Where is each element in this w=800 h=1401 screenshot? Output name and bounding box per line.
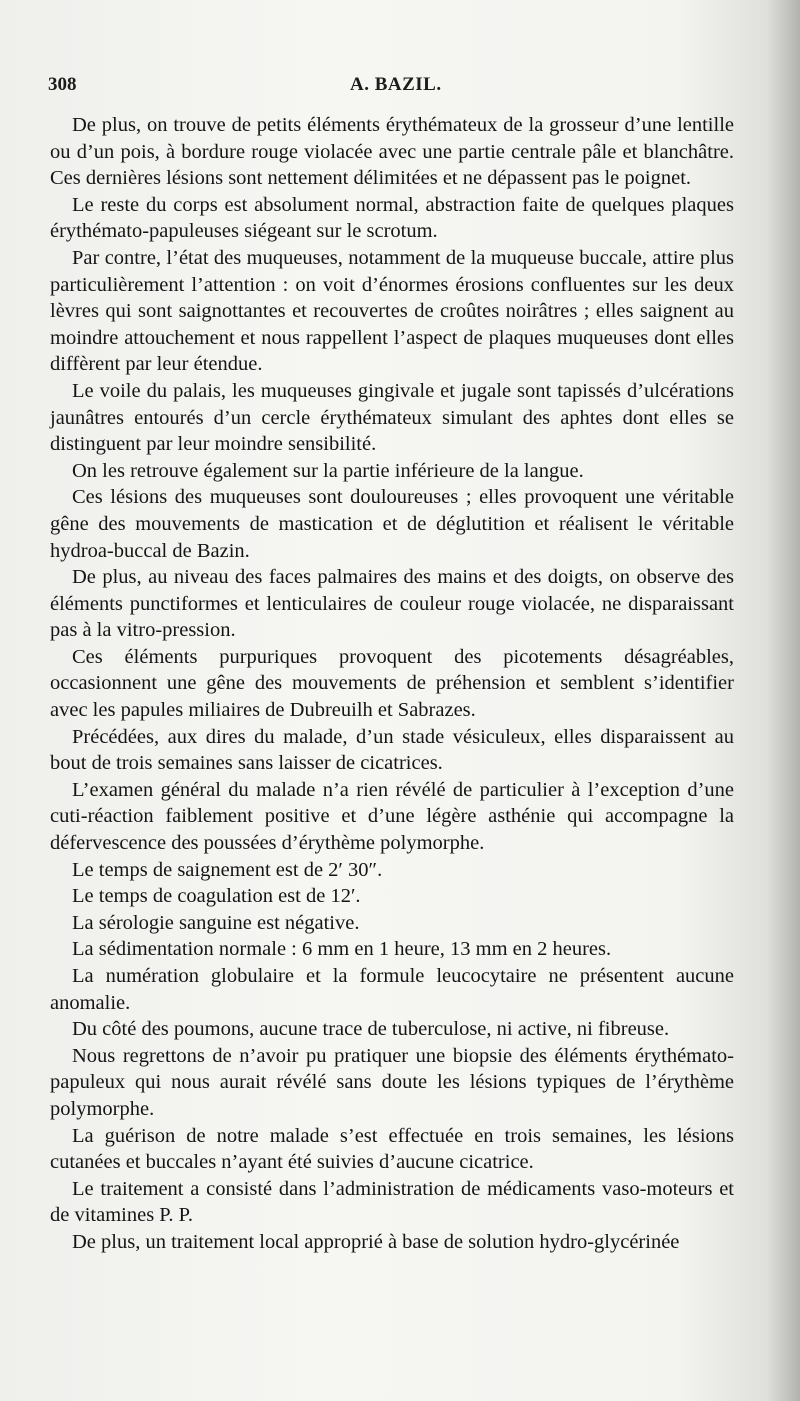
paragraph: De plus, au niveau des faces palmaires des mains et des doigts, on observe des éléments punctiformes et lenticulaires de couleur rouge violacée, ne disparaissant pas à la vitro-pression. xyxy=(50,566,734,642)
paragraph: Le temps de coagulation est de 12′. xyxy=(72,885,361,908)
paragraph: Du côté des poumons, aucune trace de tuberculose, ni active, ni fibreuse. xyxy=(72,1018,670,1041)
paragraph: La sérologie sanguine est négative. xyxy=(72,911,360,934)
paragraph: De plus, un traitement local approprié à base de solution hydro-glycérinée xyxy=(72,1230,680,1253)
paragraph: La guérison de notre malade s’est effectuée en trois semaines, les lésions cutanées et buccales n’ayant été suivies d’aucune cicatrice. xyxy=(50,1124,734,1174)
paragraph: Précédées, aux dires du malade, d’un stade vésiculeux, elles disparaissent au bout de trois semaines sans laisser de cicatrices. xyxy=(50,725,734,775)
page-header xyxy=(48,66,738,100)
paragraph: Ces lésions des muqueuses sont douloureuses ; elles provoquent une véritable gêne des mouvements de mastication et de déglutition et réalisent le véritable hydroa-buccal de Bazin. xyxy=(50,486,734,562)
paragraph: La numération globulaire et la formule leucocytaire ne présentent aucune anomalie. xyxy=(50,965,734,1014)
body-text xyxy=(50,112,734,1256)
paragraph: Par contre, l’état des muqueuses, notamment de la muqueuse buccale, attire plus particulièrement l’attention : on voit d’énormes érosions confluentes sur les deux lèvres qui sont saignottantes et recouvertes de croûtes noirâtres ; elles saignent au moindre attouchement et nous rappellent l’aspect de plaques muqueuses dont elles diffèrent par leur étendue. xyxy=(50,246,734,376)
page-edge-shadow xyxy=(766,0,800,1401)
paragraph: La sédimentation normale : 6 mm en 1 heure, 13 mm en 2 heures. xyxy=(72,938,612,961)
paragraph: Le temps de saignement est de 2′ 30″. xyxy=(72,858,383,881)
paragraph: Le voile du palais, les muqueuses gingivale et jugale sont tapissés d’ulcérations jaunâtres entourés d’un cercle érythémateux simulant des aphtes dont elles se distinguent par leur moindre sensibilité. xyxy=(50,379,734,456)
paragraph: Ces éléments purpuriques provoquent des picotements désagréables, occasionnent une gêne des mouvements de préhension et semblent s’identifier avec les papules miliaires de Dubreuilh et Sabrazes. xyxy=(50,645,734,722)
page-number: 308 xyxy=(48,74,77,95)
paragraph: Nous regrettons de n’avoir pu pratiquer une biopsie des éléments érythémato-papuleux qui nous aurait révélé sans doute les lésions typiques de l’érythème polymorphe. xyxy=(50,1044,734,1120)
paragraph: Le traitement a consisté dans l’administration de médicaments vaso-moteurs et de vitamines P. P. xyxy=(50,1177,734,1227)
paragraph: Le reste du corps est absolument normal, abstraction faite de quelques plaques érythémato-papuleuses siégeant sur le scrotum. xyxy=(50,193,734,243)
paragraph: De plus, on trouve de petits éléments érythémateux de la grosseur d’une lentille ou d’un pois, à bordure rouge violacée avec une partie centrale pâle et blanchâtre. Ces dernières lésions sont nettement délimitées et ne dépassent pas le poignet. xyxy=(50,114,734,190)
paragraph: L’examen général du malade n’a rien révélé de particulier à l’exception d’une cuti-réaction faiblement positive et d’une légère asthénie qui accompagne la défervescence des poussées d’érythème polymorphe. xyxy=(50,778,734,855)
running-head: A. BAZIL. xyxy=(350,74,442,95)
paragraph: On les retrouve également sur la partie inférieure de la langue. xyxy=(72,459,584,482)
